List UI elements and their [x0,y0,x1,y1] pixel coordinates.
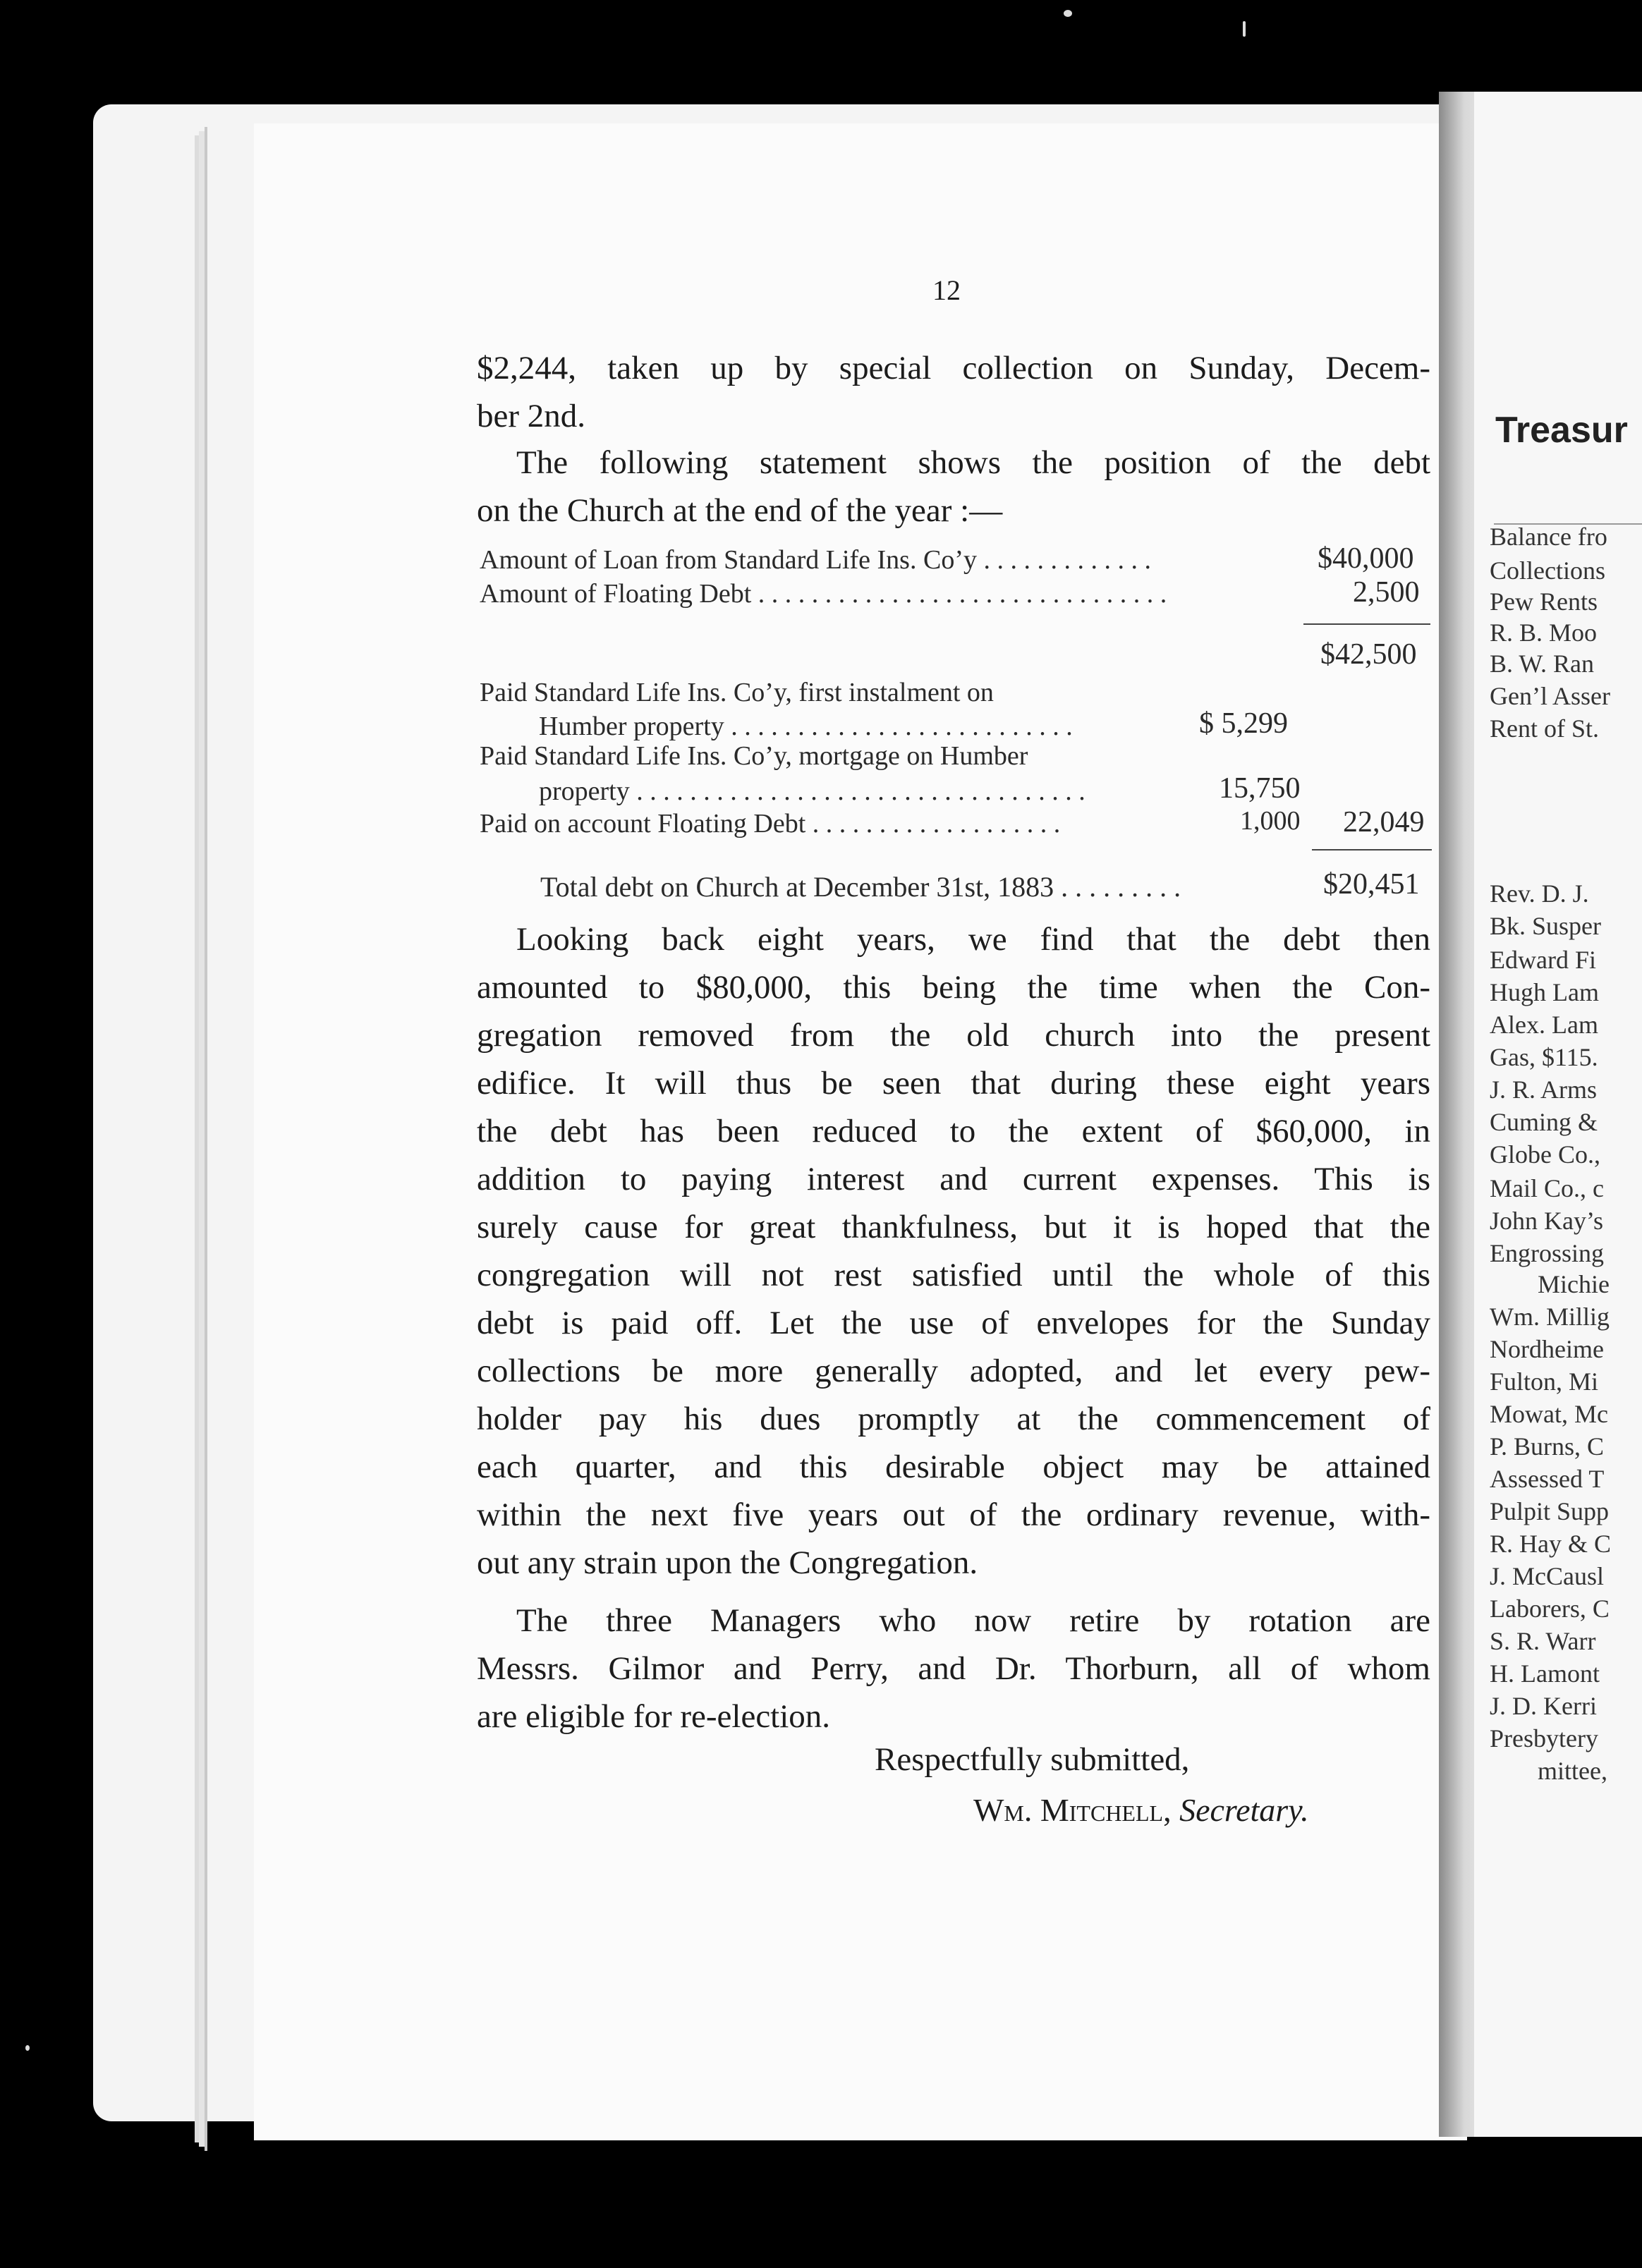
text-line: Looking back eight years, we find that the debt then [516,921,1430,958]
adjacent-page-line: J. D. Kerri [1490,1692,1597,1720]
text-line: are eligible for re-election. [477,1698,831,1735]
adjacent-page-line: Mail Co., c [1490,1174,1604,1202]
statement-paid2-label-b: property . . . . . . . . . . . . . . . . . . . . . . . . . . . . . . . . . . [539,776,1085,806]
text-line: ber 2nd. [477,398,586,434]
scan-speck [25,2045,30,2051]
statement-paid1-label-a: Paid Standard Life Ins. Co’y, first instalment on [480,678,994,707]
statement-paid2-value: 15,750 [1219,772,1301,805]
text-line: within the next five years out of the ordinary revenue, with- [477,1496,1430,1533]
adjacent-page-line: Nordheime [1490,1335,1604,1363]
text-line: out any strain upon the Congregation. [477,1544,978,1581]
adjacent-page-line: J. McCausl [1490,1562,1604,1590]
text-line: each quarter, and this desirable object may be attained [477,1449,1430,1485]
adjacent-page-line: H. Lamont [1490,1659,1600,1688]
adjacent-page-line: John Kay’s [1490,1207,1603,1235]
adjacent-page-line: R. Hay & C [1490,1530,1612,1558]
adjacent-page-line: Pew Rents [1490,587,1598,616]
text-line: congregation will not rest satisfied until the whole of this [477,1257,1430,1293]
adjacent-page-line: J. R. Arms [1490,1075,1598,1104]
adjacent-page-line: Gen’l Asser [1490,682,1610,710]
statement-paid1-value: $ 5,299 [1199,707,1288,740]
statement-total-label: Total debt on Church at December 31st, 1883 . . . . . . . . . [540,871,1181,903]
text-line: addition to paying interest and current expenses. This is [477,1161,1430,1197]
subtotal-rule [1303,623,1430,625]
closing-line: Respectfully submitted, [875,1741,1190,1778]
statement-paid3-value: 1,000 [1240,806,1301,836]
text-line: the debt has been reduced to the extent of $60,000, in [477,1113,1430,1150]
statement-loan-value: $40,000 [1318,542,1414,575]
adjacent-page-line: Cuming & [1490,1108,1598,1136]
text-line: edifice. It will thus be seen that during these eight years [477,1065,1430,1102]
adjacent-page-line: B. W. Ran [1490,650,1595,678]
text-line: The three Managers who now retire by rotation are [516,1602,1430,1639]
total-rule [1312,849,1432,850]
signature-name: Wm. Mitchell, [973,1792,1172,1828]
statement-floating-value: 2,500 [1353,576,1420,609]
adjacent-page-line: mittee, [1538,1757,1607,1785]
adjacent-page-line: Assessed T [1490,1465,1605,1493]
opening-paragraph [477,344,1430,440]
adjacent-page-line: S. R. Warr [1490,1627,1596,1655]
scan-speck [1243,21,1246,37]
adjacent-page-line: Rev. D. J. [1490,879,1589,908]
adjacent-page-line: Alex. Lam [1490,1011,1598,1039]
adjacent-page-line: Collections [1490,556,1605,585]
adjacent-page-line: Wm. Millig [1490,1303,1610,1331]
managers-lines [477,1597,1430,1740]
adjacent-page-line: Michie [1538,1270,1610,1298]
adjacent-page-line: Gas, $115. [1490,1043,1598,1071]
text-line: The following statement shows the position of the debt [516,444,1430,481]
statement-loan-label: Amount of Loan from Standard Life Ins. Co’y . . . . . . . . . . . . . [480,545,1151,575]
statement-subtotal: $42,500 [1320,638,1417,671]
looking-back-paragraph [477,915,1430,1587]
statement-paid2-label-a: Paid Standard Life Ins. Co’y, mortgage on Humber [480,741,1028,771]
adjacent-page-line: Balance fro [1490,523,1607,551]
page-number: 12 [932,274,961,306]
adjacent-page-line: Pulpit Supp [1490,1497,1610,1525]
adjacent-page-line: Globe Co., [1490,1140,1600,1169]
adjacent-page-line: Laborers, C [1490,1595,1610,1623]
adjacent-page-line: Rent of St. [1490,714,1600,743]
adjacent-page [1474,92,1642,2137]
adjacent-page-line: P. Burns, C [1490,1432,1605,1461]
adjacent-page-line: Engrossing [1490,1239,1604,1267]
adjacent-page-line: Bk. Susper [1490,912,1602,940]
adjacent-page-heading: Treasur [1495,410,1628,451]
statement-floating-label: Amount of Floating Debt . . . . . . . . . . . . . . . . . . . . . . . . . . . . . . . [480,579,1167,609]
statement-paid-total: 22,049 [1343,806,1425,839]
text-line: $2,244, taken up by special collection on Sunday, Decem- [477,350,1430,386]
adjacent-page-line: Fulton, Mi [1490,1367,1599,1396]
text-line: gregation removed from the old church into the present [477,1017,1430,1054]
adjacent-page-line: Presbytery [1490,1724,1598,1752]
intro-paragraph [477,439,1430,535]
adjacent-page-line: Mowat, Mc [1490,1400,1608,1428]
text-line: amounted to $80,000, this being the time when the Con- [477,969,1430,1006]
text-line: surely cause for great thankfulness, but it is hoped that the [477,1209,1430,1245]
statement-total-value: $20,451 [1323,868,1420,901]
adjacent-page-line: Hugh Lam [1490,978,1599,1006]
statement-paid3-label: Paid on account Floating Debt . . . . . . . . . . . . . . . . . . . [480,809,1061,839]
signature [973,1791,1309,1829]
text-line: collections be more generally adopted, and let every pew- [477,1353,1430,1389]
scan-speck [1064,10,1072,17]
text-line: on the Church at the end of the year :— [477,492,1003,529]
text-line: holder pay his dues promptly at the commencement of [477,1401,1430,1437]
adjacent-page-line: Edward Fi [1490,946,1596,974]
text-line: debt is paid off. Let the use of envelopes for the Sunday [477,1305,1430,1341]
text-line: Messrs. Gilmor and Perry, and Dr. Thorburn, all of whom [477,1650,1430,1687]
adjacent-page-line: R. B. Moo [1490,618,1598,647]
statement-paid1-label-b: Humber property . . . . . . . . . . . . . . . . . . . . . . . . . . [539,712,1073,741]
signature-role: Secretary. [1179,1792,1309,1828]
